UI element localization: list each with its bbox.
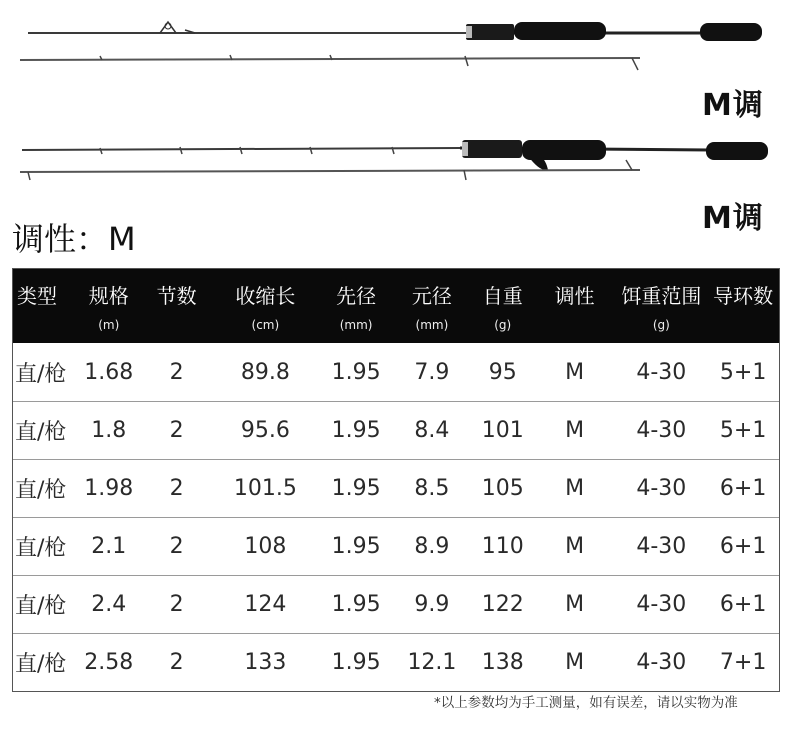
cell-butt-diameter: 8.5: [414, 476, 450, 501]
disclaimer-footnote: *以上参数均为手工测量，如有误差，请以实物为准: [434, 695, 738, 711]
cell-closed-length: 124: [244, 592, 287, 617]
cell-tip-diameter: 1.95: [331, 650, 381, 675]
cell-tip-diameter: 1.95: [331, 592, 381, 617]
header-weight: 自重 (g): [482, 284, 523, 332]
cell-butt-diameter: 7.9: [414, 359, 450, 385]
cell-closed-length: 133: [244, 650, 287, 675]
cell-guides: 6+1: [719, 476, 767, 501]
header-tip-diameter: 先径 (mm): [336, 284, 377, 332]
table-row: [13, 575, 779, 633]
cell-lure-weight: 4-30: [636, 359, 687, 385]
casting-rod-image: [20, 140, 768, 180]
cell-weight: 101: [481, 418, 524, 443]
cell-power: M: [565, 534, 585, 559]
cell-sections: 2: [169, 359, 184, 385]
cell-weight: 138: [481, 650, 524, 675]
rod-tuning-label: M调: [702, 201, 764, 236]
cell-lure-weight: 4-30: [636, 418, 687, 443]
tuning-title: 调性：M: [12, 220, 136, 258]
cell-guides: 6+1: [719, 592, 767, 617]
table-row: [13, 517, 779, 575]
cell-power: M: [565, 592, 585, 617]
cell-guides: 5+1: [719, 418, 767, 443]
cell-weight: 95: [488, 359, 517, 385]
cell-closed-length: 95.6: [240, 418, 290, 443]
cell-guides: 7+1: [719, 650, 767, 675]
cell-lure-weight: 4-30: [636, 592, 687, 617]
cell-weight: 105: [481, 476, 524, 501]
cell-power: M: [565, 650, 585, 675]
cell-type: 直/枪: [15, 536, 67, 561]
cell-butt-diameter: 12.1: [407, 650, 457, 675]
cell-length: 1.8: [91, 418, 127, 443]
cell-type: 直/枪: [15, 361, 67, 387]
table-row: [13, 401, 779, 459]
cell-length: 2.4: [91, 592, 127, 617]
table-row: [13, 459, 779, 517]
cell-tip-diameter: 1.95: [331, 534, 381, 559]
header-lure-weight: 饵重范围 (g): [621, 284, 702, 332]
header-type: 类型: [17, 284, 57, 308]
cell-closed-length: 89.8: [240, 359, 290, 385]
cell-guides: 6+1: [719, 534, 767, 559]
cell-closed-length: 108: [244, 534, 287, 559]
cell-type: 直/枪: [15, 594, 67, 619]
cell-length: 1.68: [84, 359, 134, 385]
cell-lure-weight: 4-30: [636, 476, 687, 501]
cell-lure-weight: 4-30: [636, 650, 687, 675]
cell-lure-weight: 4-30: [636, 534, 687, 559]
header-length: 规格 (m): [88, 284, 129, 332]
cell-butt-diameter: 9.9: [414, 592, 450, 617]
cell-sections: 2: [169, 418, 184, 443]
cell-weight: 110: [481, 534, 524, 559]
rod-product-images: [0, 0, 790, 200]
table-body: [13, 343, 779, 691]
cell-guides: 5+1: [719, 359, 767, 385]
cell-power: M: [565, 476, 585, 501]
cell-closed-length: 101.5: [233, 476, 297, 501]
cell-tip-diameter: 1.95: [331, 476, 381, 501]
header-guides: 导环数: [713, 284, 774, 308]
header-butt-diameter: 元径 (mm): [411, 284, 452, 332]
table-row: [13, 633, 779, 691]
cell-butt-diameter: 8.4: [414, 418, 450, 443]
spec-table: [12, 268, 780, 692]
cell-power: M: [565, 418, 585, 443]
spinning-rod-image: [20, 22, 762, 70]
cell-type: 直/枪: [15, 652, 67, 677]
header-power: 调性: [554, 284, 595, 308]
cell-sections: 2: [169, 534, 184, 559]
cell-sections: 2: [169, 476, 184, 501]
cell-power: M: [565, 359, 585, 385]
rod-tuning-label: M调: [702, 88, 764, 123]
cell-sections: 2: [169, 650, 184, 675]
cell-tip-diameter: 1.95: [331, 359, 381, 385]
cell-length: 2.58: [84, 650, 134, 675]
cell-type: 直/枪: [15, 420, 67, 445]
header-closed-length: 收缩长 (cm): [235, 284, 296, 332]
cell-type: 直/枪: [15, 478, 67, 503]
table-row: [13, 343, 779, 401]
header-sections: 节数: [156, 284, 197, 308]
cell-length: 2.1: [91, 534, 127, 559]
cell-length: 1.98: [84, 476, 134, 501]
table-header: [13, 269, 779, 343]
cell-weight: 122: [481, 592, 524, 617]
cell-sections: 2: [169, 592, 184, 617]
cell-butt-diameter: 8.9: [414, 534, 450, 559]
cell-tip-diameter: 1.95: [331, 418, 381, 443]
